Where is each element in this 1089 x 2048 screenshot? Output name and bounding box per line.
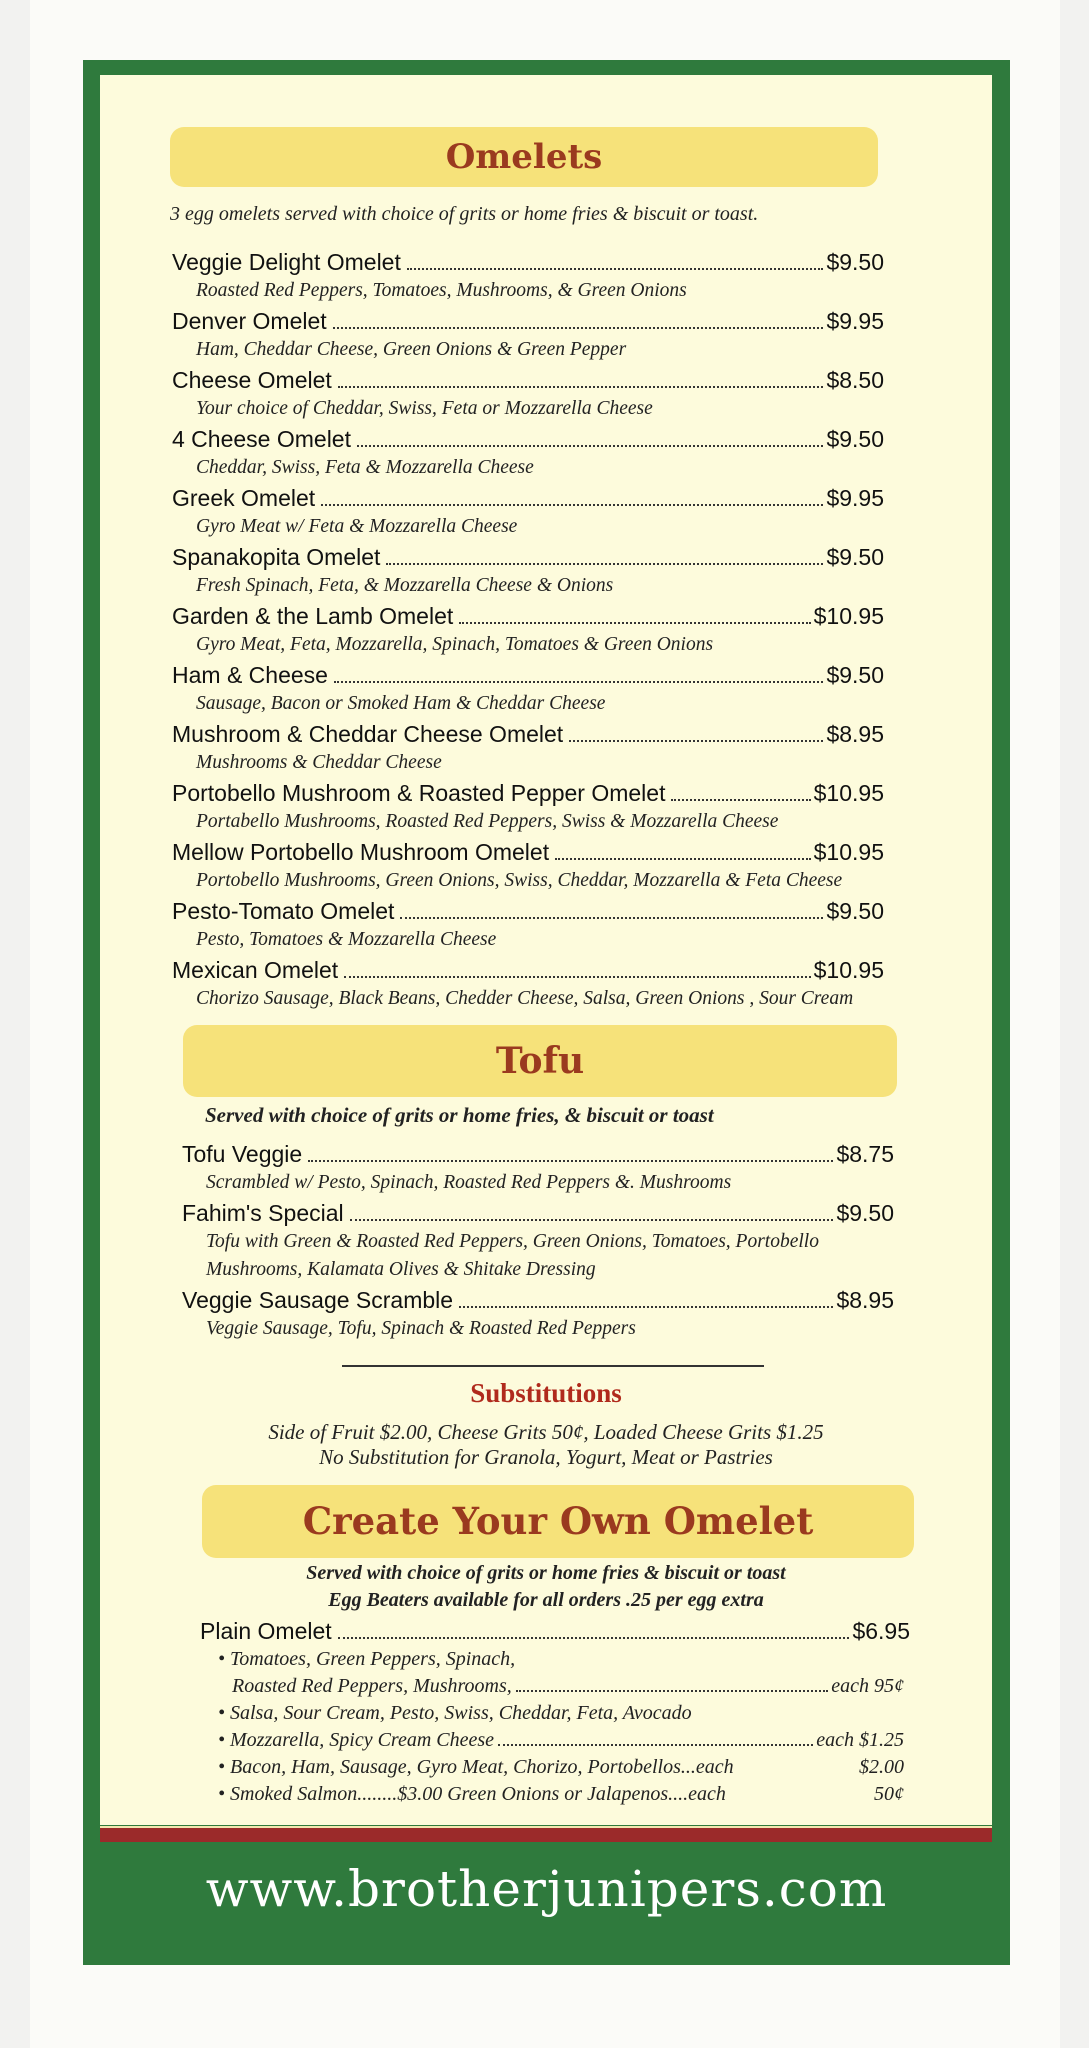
item-description: Cheddar, Swiss, Feta & Mozzarella Cheese: [196, 457, 534, 478]
menu-item: [172, 838, 884, 895]
item-description: Your choice of Cheddar, Swiss, Feta or Mozzarella Cheese: [196, 398, 653, 419]
item-price: $8.95: [836, 1287, 894, 1313]
addons-list: [200, 1646, 910, 1808]
addon-text: • Mozzarella, Spicy Cream Cheese: [218, 1729, 495, 1751]
dot-leader: [357, 445, 823, 447]
substitutions-heading: Substitutions: [470, 1378, 622, 1408]
item-price: $6.95: [852, 1618, 910, 1644]
item-price: $8.50: [826, 367, 884, 393]
item-description: Sausage, Bacon or Smoked Ham & Cheddar Cheese: [196, 693, 606, 714]
item-price: $10.95: [813, 839, 884, 865]
addon-line: [218, 1754, 904, 1781]
create-line-1: Served with choice of grits or home fries & biscuit or toast: [306, 1562, 786, 1584]
item-row: [172, 956, 884, 985]
item-name: Denver Omelet: [172, 308, 327, 334]
item-row: [182, 1140, 894, 1169]
addon-line: [218, 1727, 904, 1754]
substitutions-line-2: No Substitution for Granola, Yogurt, Meat or Pastries: [319, 1445, 773, 1469]
menu-item: [172, 602, 884, 659]
item-price: $9.50: [826, 249, 884, 275]
item-price: $9.50: [826, 426, 884, 452]
item-name: Garden & the Lamb Omelet: [172, 603, 454, 629]
item-description: Portabello Mushrooms, Roasted Red Peppers, Swiss & Mozzarella Cheese: [196, 811, 779, 832]
dot-leader: [459, 1306, 833, 1308]
item-row: [172, 720, 884, 749]
dot-leader: [350, 1219, 834, 1221]
addon-price: 50¢: [874, 1783, 904, 1805]
addon-text: Roasted Red Peppers, Mushrooms,: [232, 1675, 512, 1697]
item-row: [172, 838, 884, 867]
addon-line: [218, 1700, 904, 1727]
item-price: $9.50: [836, 1200, 894, 1226]
item-row: [172, 484, 884, 513]
item-description: Roasted Red Peppers, Tomatoes, Mushrooms, & Green Onions: [196, 280, 687, 301]
item-name: Veggie Sausage Scramble: [182, 1287, 454, 1313]
item-name: Spanakopita Omelet: [172, 544, 381, 570]
menu-item: [172, 366, 884, 423]
item-description: Chorizo Sausage, Black Beans, Chedder Cheese, Salsa, Green Onions , Sour Cream: [196, 988, 854, 1009]
item-name: Ham & Cheese: [172, 662, 328, 688]
menu-item: [172, 661, 884, 718]
item-price: $10.95: [813, 780, 884, 806]
menu-item: [172, 720, 884, 777]
item-description: Scrambled w/ Pesto, Spinach, Roasted Red Peppers &. Mushrooms: [206, 1172, 732, 1193]
addon-text: • Salsa, Sour Cream, Pesto, Swiss, Cheddar, Feta, Avocado: [218, 1702, 692, 1724]
item-row: [172, 248, 884, 277]
addon-text: • Bacon, Ham, Sausage, Gyro Meat, Chorizo, Portobellos...each: [218, 1756, 734, 1778]
dot-leader: [308, 1160, 833, 1162]
menu-item: [172, 543, 884, 600]
item-name: Plain Omelet: [200, 1618, 332, 1644]
addon-price: each $1.25: [816, 1729, 904, 1751]
menu-item: [172, 956, 884, 1013]
item-name: Fahim's Special: [182, 1200, 344, 1226]
item-name: Portobello Mushroom & Roasted Pepper Omelet: [172, 780, 666, 806]
dot-leader: [516, 1690, 828, 1692]
item-name: Mexican Omelet: [172, 957, 339, 983]
dot-leader: [569, 740, 823, 742]
divider: [342, 1365, 764, 1367]
item-description: Pesto, Tomatoes & Mozzarella Cheese: [196, 929, 497, 950]
item-description: Tofu with Green & Roasted Red Peppers, Green Onions, Tomatoes, Portobello Mushrooms, Kalamata Olives & Shitake Dressing: [206, 1231, 819, 1280]
substitutions-line-1: Side of Fruit $2.00, Cheese Grits 50¢, Loaded Cheese Grits $1.25: [268, 1420, 824, 1444]
item-description: Portobello Mushrooms, Green Onions, Swiss, Cheddar, Mozzarella & Feta Cheese: [196, 870, 843, 891]
item-price: $10.95: [813, 603, 884, 629]
item-price: $9.50: [826, 898, 884, 924]
dot-leader: [459, 622, 810, 624]
item-row: [172, 897, 884, 926]
menu-item: [172, 425, 884, 482]
item-description: Gyro Meat w/ Feta & Mozzarella Cheese: [196, 516, 518, 537]
item-row: [182, 1199, 894, 1228]
tofu-subtitle: Served with choice of grits or home fries, & biscuit or toast: [205, 1103, 714, 1127]
menu-item: [182, 1140, 894, 1197]
dot-leader: [407, 268, 824, 270]
dot-leader: [338, 386, 824, 388]
tofu-heading: Tofu: [183, 1025, 897, 1097]
menu-item-plain-omelet: [200, 1617, 910, 1646]
menu-item: [172, 307, 884, 364]
create-heading: Create Your Own Omelet: [202, 1485, 914, 1558]
dot-leader: [400, 917, 823, 919]
item-price: $9.50: [826, 544, 884, 570]
item-description: Fresh Spinach, Feta, & Mozzarella Cheese & Onions: [196, 575, 614, 596]
dot-leader: [333, 327, 824, 329]
item-row: [172, 661, 884, 690]
item-row: [172, 307, 884, 336]
item-price: $9.95: [826, 308, 884, 334]
tofu-list: [182, 1140, 894, 1345]
item-name: Tofu Veggie: [182, 1141, 303, 1167]
menu-item: [172, 248, 884, 305]
omelets-list: [172, 248, 884, 1015]
menu-item: [182, 1199, 894, 1284]
dot-leader: [344, 976, 810, 978]
item-price: $10.95: [813, 957, 884, 983]
omelets-heading: Omelets: [170, 127, 878, 187]
item-row: [172, 779, 884, 808]
item-description: Mushrooms & Cheddar Cheese: [196, 752, 442, 773]
item-description: Ham, Cheddar Cheese, Green Onions & Green Pepper: [196, 339, 627, 360]
item-row: [172, 425, 884, 454]
create-list: [200, 1617, 910, 1808]
menu-item: [172, 779, 884, 836]
website-url[interactable]: www.brotherjunipers.com: [205, 1860, 888, 1918]
item-name: Pesto-Tomato Omelet: [172, 898, 395, 924]
addon-text: • Smoked Salmon........$3.00 Green Onions or Jalapenos....each: [218, 1783, 726, 1805]
dot-leader: [555, 858, 811, 860]
item-name: Mellow Portobello Mushroom Omelet: [172, 839, 550, 865]
footer-stripe: [100, 1826, 992, 1842]
item-price: $8.95: [826, 721, 884, 747]
addon-line: [218, 1673, 904, 1700]
addon-price: $2.00: [859, 1756, 904, 1778]
item-row: [172, 602, 884, 631]
addon-text: • Tomatoes, Green Peppers, Spinach,: [218, 1648, 516, 1670]
item-row: [172, 543, 884, 572]
item-description: Veggie Sausage, Tofu, Spinach & Roasted Red Peppers: [206, 1318, 636, 1339]
menu-item: [172, 484, 884, 541]
dot-leader: [338, 1637, 850, 1639]
dot-leader: [386, 563, 823, 565]
item-description: Gyro Meat, Feta, Mozzarella, Spinach, Tomatoes & Green Onions: [196, 634, 714, 655]
item-price: $9.95: [826, 485, 884, 511]
dot-leader: [321, 504, 823, 506]
item-price: $8.75: [836, 1141, 894, 1167]
addon-price: each 95¢: [831, 1675, 904, 1697]
create-line-2: Egg Beaters available for all orders .25 per egg extra: [328, 1589, 764, 1611]
addon-line: [218, 1646, 904, 1673]
item-row: [182, 1286, 894, 1315]
dot-leader: [498, 1744, 813, 1746]
dot-leader: [671, 799, 810, 801]
menu-item: [172, 897, 884, 954]
addon-line: [218, 1781, 904, 1808]
item-name: Mushroom & Cheddar Cheese Omelet: [172, 721, 564, 747]
item-name: 4 Cheese Omelet: [172, 426, 351, 452]
item-name: Cheese Omelet: [172, 367, 332, 393]
dot-leader: [334, 681, 823, 683]
menu-item: [182, 1286, 894, 1343]
item-price: $9.50: [826, 662, 884, 688]
item-row: [172, 366, 884, 395]
item-name: Greek Omelet: [172, 485, 316, 511]
item-name: Veggie Delight Omelet: [172, 249, 401, 275]
omelets-subtitle: 3 egg omelets served with choice of grits or home fries & biscuit or toast.: [170, 203, 759, 225]
